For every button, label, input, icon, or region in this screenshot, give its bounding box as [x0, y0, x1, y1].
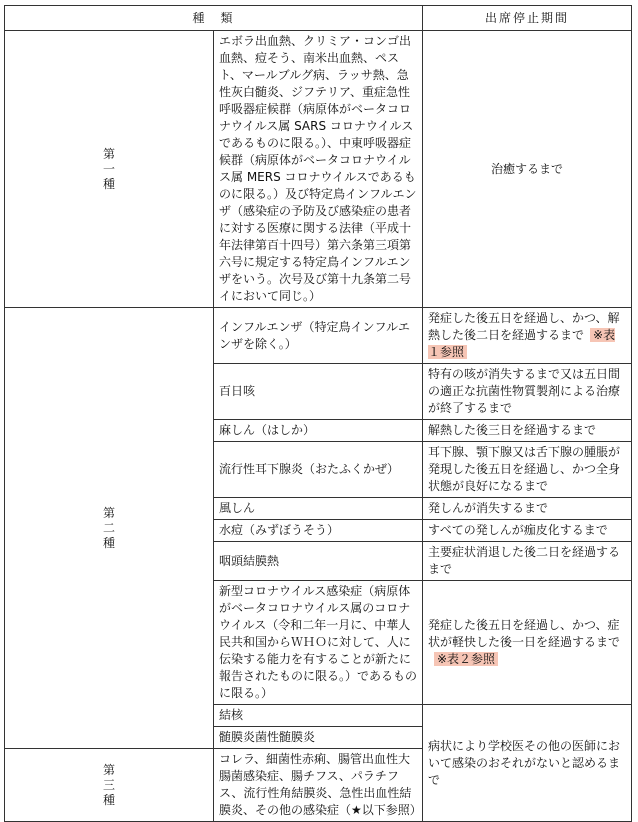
category-3-diseases: コレラ、細菌性赤痢、腸管出血性大腸菌感染症、腸チフス、パラチフス、流行性角結膜炎、急性出血性結膜炎、その他の感染症（★以下参照）: [214, 749, 423, 822]
type-column-header: 種 類: [5, 6, 423, 31]
shared-period-cell: 病状により学校医その他の医師において感染のおそれがないと認めるまで: [423, 705, 632, 822]
disease-cell: 麻しん（はしか）: [214, 420, 423, 442]
category-1-period: 治癒するまで: [423, 31, 632, 308]
disease-cell: 流行性耳下腺炎（おたふくかぜ）: [214, 442, 423, 498]
attendance-suspension-table: [4, 5, 632, 822]
disease-cell: 新型コロナウイルス感染症（病原体がベータコロナウイルス属のコロナウイルス（令和二年一月に、中華人民共和国からＷＨＯに対して、人に伝染する能力を有することが新たに報告されたものに限る。）であるものに限る。）: [214, 581, 423, 705]
reference-note: ※表２参照: [434, 652, 498, 666]
category-1-label: 第一種: [5, 31, 214, 308]
category-3-label: 第三種: [5, 749, 214, 822]
period-cell: 解熱した後三日を経過するまで: [423, 420, 632, 442]
period-cell: 発しんが消失するまで: [423, 498, 632, 520]
disease-cell: 風しん: [214, 498, 423, 520]
period-cell: 発症した後五日を経過し、かつ、解熱した後二日を経過するまで ※表１参照: [423, 308, 632, 364]
period-cell: 主要症状消退した後二日を経過するまで: [423, 542, 632, 581]
disease-cell: 結核: [214, 705, 423, 727]
category-2-label: 第二種: [5, 308, 214, 749]
period-cell: 特有の咳が消失するまで又は五日間の適正な抗菌性物質製剤による治療が終了するまで: [423, 364, 632, 420]
disease-cell: 百日咳: [214, 364, 423, 420]
disease-cell: 髄膜炎菌性髄膜炎: [214, 727, 423, 749]
period-column-header: 出席停止期間: [423, 6, 632, 31]
disease-cell: 水痘（みずぼうそう）: [214, 520, 423, 542]
period-cell: すべての発しんが痂皮化するまで: [423, 520, 632, 542]
period-cell: 耳下腺、顎下腺又は舌下腺の腫脹が発現した後五日を経過し、かつ全身状態が良好になるまで: [423, 442, 632, 498]
category-1-diseases: エボラ出血熱、クリミア・コンゴ出血熱、痘そう、南米出血熱、ペスト、マールブルグ病、ラッサ熱、急性灰白髄炎、ジフテリア、重症急性呼吸器症候群（病原体がベータコロナウイルス属 SARS コロナウイルスであるものに限る。）、中東呼吸器症候群（病原体がベータコロナウイルス属 MERS コロナウイルスであるものに限る。）及び特定鳥インフルエンザ（感染症の予防及び感染症の患者に対する医療に関する法律（平成十年法律第百十四号）第六条第三項第六号に規定する特定鳥インフルエンザをいう。次号及び第十九条第二号イにおいて同じ。）: [214, 31, 423, 308]
disease-cell: 咽頭結膜熱: [214, 542, 423, 581]
disease-cell: インフルエンザ（特定鳥インフルエンザを除く。）: [214, 308, 423, 364]
period-cell: 発症した後五日を経過し、かつ、症状が軽快した後一日を経過するまで※表２参照: [423, 581, 632, 705]
reference-note: ※表１参照: [428, 328, 616, 359]
